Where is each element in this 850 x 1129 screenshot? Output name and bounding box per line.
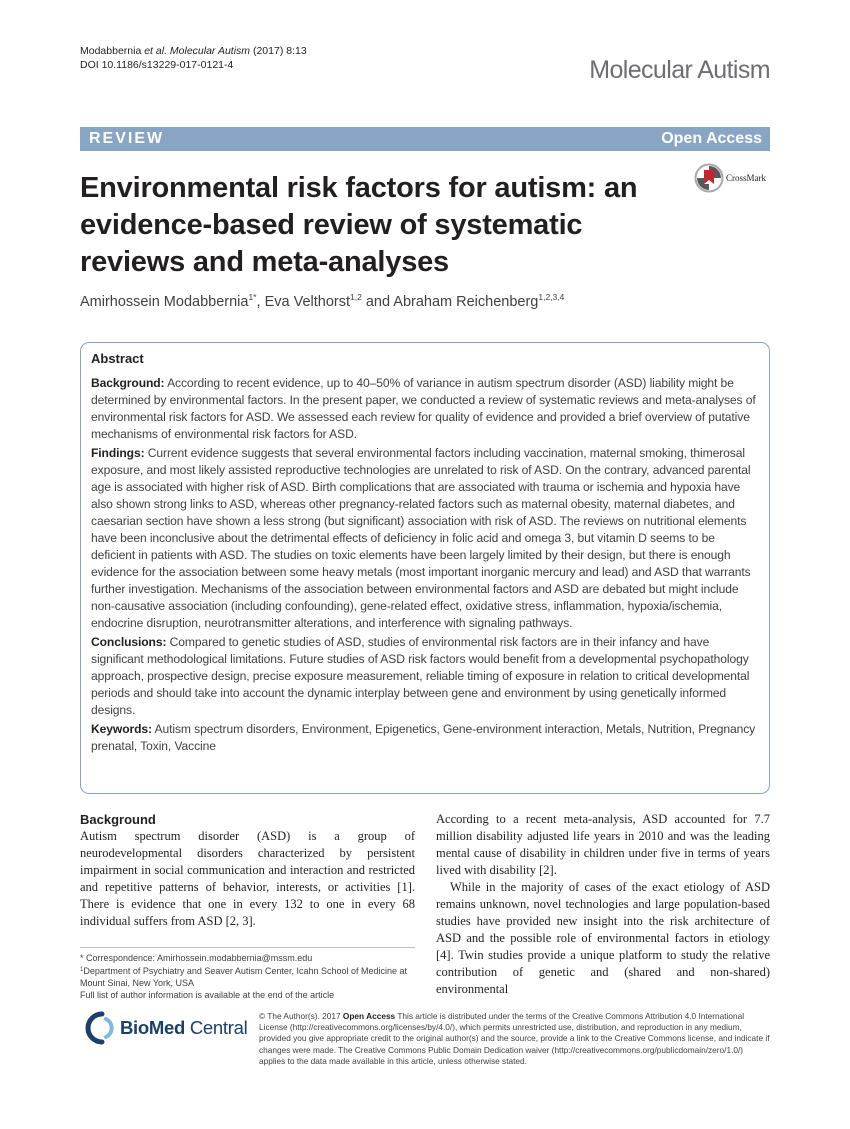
license-open-access: Open Access — [342, 1011, 396, 1021]
abstract-findings-text: Current evidence suggests that several environmental factors including vaccination, maternal smoking, thimerosal exposure, and most likely assisted reproductive technologies are unrelated to risk of ASD. On the contrary, advanced parental age is associated with higher risk of ASD. Birth complications that are associated with trauma or ischemia and hypoxia have also shown strong links to ASD, whereas other pregnancy-related factors such as maternal obesity, maternal diabetes, and caesarian section have shown a less strong (but significant) association with risk of ASD. The reviews on nutritional elements have been inconclusive about the detrimental effects of deficiency in folic acid and omega 3, but vitamin D seems to be deficient in patients with ASD. The studies on toxic elements have been largely limited by their design, but there is enough evidence for the association between some heavy metals (most important inorganic mercury and lead) and ASD that warrants further investigation. Mechanisms of the association between environmental factors and ASD are debated but might include non-causative association (including confounding), gene-related effect, oxidative stress, inflammation, hypoxia/ischemia, endocrine disruption, neurotransmitter alterations, and interference with signaling pathways. — [91, 446, 751, 630]
author-affiliation-sup: 1,2,3,4 — [538, 292, 565, 302]
license-prefix: © The Author(s). 2017 — [259, 1011, 343, 1021]
abstract-keywords-label: Keywords: — [91, 722, 152, 736]
abstract-box — [80, 342, 770, 794]
author-name[interactable]: Eva Velthorst — [264, 294, 350, 310]
citation-authors: Modabbernia — [80, 45, 145, 57]
journal-name: Molecular Autism — [589, 56, 770, 84]
abstract-heading: Abstract — [91, 351, 144, 366]
author-separator: and — [361, 294, 394, 310]
body-paragraph: While in the majority of cases of the exact etiology of ASD remains unknown, novel technologies and large population-based studies have provided new insight into the risk architecture of ASD and the possible role of environmental factors in etiology [4]. Twin studies provide a unique platform to study the relative contribution of genetic and (shared and non-shared) environmental — [436, 880, 770, 996]
license-statement — [259, 1011, 771, 1067]
footnote-block — [80, 947, 415, 1001]
abstract-conclusions-label: Conclusions: — [91, 635, 167, 649]
body-left-column — [80, 812, 415, 930]
article-type-banner — [80, 127, 770, 151]
citation-header — [80, 44, 307, 72]
abstract-background-text: According to recent evidence, up to 40–50% of variance in autism spectrum disorder (ASD) liability might be determined by environmental factors. In the present paper, we conducted a review of systematic reviews and meta-analyses of environmental risk factors for ASD. We assessed each review for quality of evidence and provided a brief overview of putative mechanisms of environmental risk factors for ASD. — [91, 376, 756, 441]
biomed-central-logo[interactable] — [80, 1010, 247, 1046]
citation-year: (2017) 8:13 — [250, 45, 307, 57]
abstract-keywords — [91, 721, 761, 755]
biomed-central-icon — [80, 1010, 116, 1046]
open-access-label: Open Access — [661, 130, 762, 147]
article-title: Environmental risk factors for autism: an evidence-based review of systematic reviews and meta-analyses — [80, 172, 638, 278]
abstract-findings-label: Findings: — [91, 446, 145, 460]
abstract-background-label: Background: — [91, 376, 165, 390]
author-name[interactable]: Amirhossein Modabbernia — [80, 294, 249, 310]
body-right-column — [436, 811, 770, 998]
abstract-keywords-text: Autism spectrum disorders, Environment, Epigenetics, Gene-environment interaction, Metals, Nutrition, Pregnancy prenatal, Toxin, Vaccine — [91, 722, 756, 753]
affiliation-text: Department of Psychiatry and Seaver Autism Center, Icahn School of Medicine at Mount Sinai, New York, USA — [80, 966, 408, 988]
author-affiliation-sup: 1,2 — [350, 292, 362, 302]
abstract-background — [91, 375, 761, 443]
crossmark-badge[interactable] — [694, 163, 766, 193]
crossmark-label: CrossMark — [726, 173, 766, 183]
affiliation-sup: 1 — [80, 967, 84, 973]
logo-bold-text: BioMed — [120, 1017, 186, 1038]
author-name[interactable]: Abraham Reichenberg — [393, 294, 539, 310]
doi[interactable]: DOI 10.1186/s13229-017-0121-4 — [80, 59, 234, 71]
article-type: REVIEW — [89, 130, 165, 147]
citation-journal: et al. Molecular Autism — [144, 45, 251, 57]
abstract-conclusions — [91, 634, 761, 719]
abstract-findings — [91, 445, 761, 632]
full-author-info-note: Full list of author information is available at the end of the article — [80, 990, 335, 1000]
section-heading-background: Background — [80, 812, 156, 827]
author-list — [80, 292, 564, 310]
author-affiliation-sup: 1* — [248, 292, 257, 302]
author-separator: , — [256, 294, 265, 310]
body-paragraph: According to a recent meta-analysis, ASD accounted for 7.7 million disability adjusted life years in 2010 and was the leading mental cause of disability in children under five in terms of years lived with disability [2]. — [436, 812, 770, 877]
logo-rest-text: Central — [185, 1017, 248, 1038]
license-text: This article is distributed under the terms of the Creative Commons Attribution 4.0 International License (http://creativecommons.org/licenses/by/4.0/), which permits unrestricted use, distribution, and reproduction in any medium, provided you give appropriate credit to the original author(s) and the source, provide a link to the Creative Commons license, and indicate if changes were made. The Creative Commons Public Domain Dedication waiver (http://creativecommons.org/publicdomain/zero/1.0/) applies to the data made available in this article, unless otherwise stated. — [259, 1011, 770, 1066]
body-paragraph: Autism spectrum disorder (ASD) is a group of neurodevelopmental disorders characterized by persistent impairment in social communication and interaction and restricted and repetitive patterns of behavior, interests, or activities [1]. There is evidence that one in every 132 to one in every 68 individual suffers from ASD [2, 3]. — [80, 829, 415, 928]
correspondence[interactable]: * Correspondence: Amirhossein.modabbernia@mssm.edu — [80, 953, 313, 963]
affiliation — [80, 964, 415, 989]
crossmark-icon — [694, 163, 724, 193]
abstract-conclusions-text: Compared to genetic studies of ASD, studies of environmental risk factors are in their infancy and have significant methodological limitations. Future studies of ASD risk factors would benefit from a developmental psychopathology approach, prospective design, precise exposure measurement, reliable timing of exposure in relation to critical developmental periods and should take into account the dynamic interplay between gene and environment by using genetically informed designs. — [91, 635, 750, 717]
